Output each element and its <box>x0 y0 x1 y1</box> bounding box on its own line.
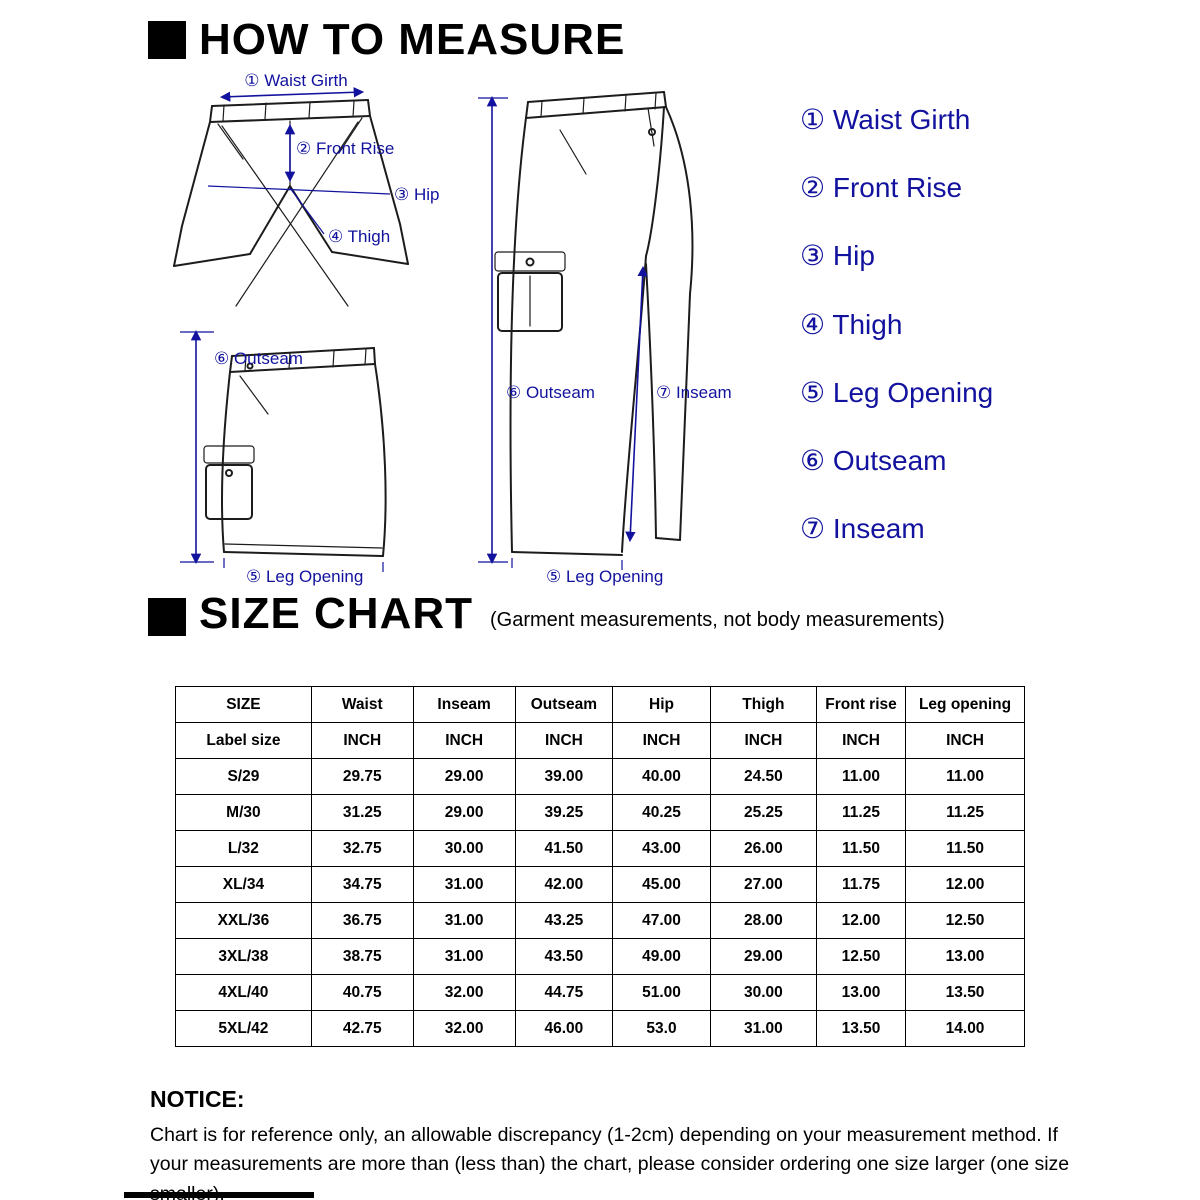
size-table-head <box>176 687 1025 759</box>
measurement-cell: 29.00 <box>710 939 816 975</box>
size-row <box>176 939 1025 975</box>
header-cell: Outseam <box>515 687 613 723</box>
measurement-cell: 49.00 <box>613 939 711 975</box>
pants-outline <box>495 92 692 555</box>
measurement-cell: 38.75 <box>311 939 413 975</box>
shorts-side-outline <box>204 348 386 556</box>
size-row <box>176 795 1025 831</box>
measurement-cell: 12.00 <box>906 867 1025 903</box>
measurement-cell: 12.50 <box>906 903 1025 939</box>
measurement-cell: 29.75 <box>311 759 413 795</box>
measurement-cell: 34.75 <box>311 867 413 903</box>
measurement-cell: 11.00 <box>906 759 1025 795</box>
header-cell: INCH <box>413 723 515 759</box>
bottom-bar <box>124 1192 314 1198</box>
size-chart-header <box>148 589 945 638</box>
measurement-cell: 11.00 <box>816 759 905 795</box>
header-cell: INCH <box>906 723 1025 759</box>
measurement-cell: 25.25 <box>710 795 816 831</box>
measurement-cell: 11.50 <box>906 831 1025 867</box>
size-label-cell: M/30 <box>176 795 312 831</box>
header-cell: SIZE <box>176 687 312 723</box>
header-cell: Label size <box>176 723 312 759</box>
measurement-cell: 43.25 <box>515 903 613 939</box>
size-label-cell: L/32 <box>176 831 312 867</box>
hip-label: ③ Hip <box>394 185 440 204</box>
measurement-cell: 31.25 <box>311 795 413 831</box>
measurement-cell: 28.00 <box>710 903 816 939</box>
size-table <box>175 686 1025 1047</box>
notice-title: NOTICE: <box>150 1086 245 1112</box>
measurement-cell: 11.75 <box>816 867 905 903</box>
size-table-body <box>176 759 1025 1047</box>
size-row <box>176 831 1025 867</box>
header-cell: INCH <box>710 723 816 759</box>
size-row <box>176 867 1025 903</box>
size-row <box>176 1011 1025 1047</box>
measurement-cell: 40.25 <box>613 795 711 831</box>
size-chart-subtitle: (Garment measurements, not body measurements) <box>490 609 945 631</box>
measurement-cell: 11.25 <box>816 795 905 831</box>
thigh-label: ④ Thigh <box>328 227 391 246</box>
size-chart-title: SIZE CHART <box>199 589 473 638</box>
pants-annotations <box>478 98 732 586</box>
size-label-cell: 5XL/42 <box>176 1011 312 1047</box>
measurement-cell: 11.25 <box>906 795 1025 831</box>
measurement-cell: 39.00 <box>515 759 613 795</box>
outseam-pants-label: ⑥ Outseam <box>506 383 595 402</box>
size-row <box>176 903 1025 939</box>
measurement-cell: 32.75 <box>311 831 413 867</box>
title-square-icon <box>148 598 186 636</box>
size-label-cell: XXL/36 <box>176 903 312 939</box>
outseam-shorts-label: ⑥ Outseam <box>214 349 303 368</box>
header-cell: INCH <box>613 723 711 759</box>
measurement-cell: 51.00 <box>613 975 711 1011</box>
table-header-row <box>176 687 1025 723</box>
header-cell: Thigh <box>710 687 816 723</box>
measure-legend <box>800 104 993 545</box>
how-to-measure-header <box>148 15 626 64</box>
header-cell: Waist <box>311 687 413 723</box>
measurement-cell: 40.00 <box>613 759 711 795</box>
measurement-cell: 29.00 <box>413 795 515 831</box>
measurement-cell: 29.00 <box>413 759 515 795</box>
measurement-cell: 27.00 <box>710 867 816 903</box>
measurement-cell: 13.50 <box>816 1011 905 1047</box>
legend-item: ⑦ Inseam <box>800 513 925 545</box>
leg-opening-pants-label: ⑤ Leg Opening <box>546 567 664 586</box>
measurement-cell: 53.0 <box>613 1011 711 1047</box>
size-label-cell: 4XL/40 <box>176 975 312 1011</box>
size-label-cell: 3XL/38 <box>176 939 312 975</box>
measurement-cell: 39.25 <box>515 795 613 831</box>
legend-item: ③ Hip <box>800 240 875 272</box>
notice-text: Chart is for reference only, an allowable discrepancy (1-2cm) depending on your measurement method. If your measurements are more than (less than) the chart, please consider ordering one size larger (one size <box>150 1124 1070 1176</box>
measurement-cell: 12.00 <box>816 903 905 939</box>
measurement-cell: 11.50 <box>816 831 905 867</box>
legend-item: ④ Thigh <box>800 308 903 340</box>
header-cell: Front rise <box>816 687 905 723</box>
measurement-cell: 46.00 <box>515 1011 613 1047</box>
measurement-cell: 43.50 <box>515 939 613 975</box>
measurement-cell: 12.50 <box>816 939 905 975</box>
measurement-cell: 42.00 <box>515 867 613 903</box>
size-label-cell: XL/34 <box>176 867 312 903</box>
inseam-label: ⑦ Inseam <box>656 383 732 402</box>
measurement-cell: 45.00 <box>613 867 711 903</box>
header-cell: Inseam <box>413 687 515 723</box>
header-cell: INCH <box>816 723 905 759</box>
header-cell: INCH <box>515 723 613 759</box>
notice-section <box>150 1086 1080 1200</box>
measurement-cell: 36.75 <box>311 903 413 939</box>
measurement-cell: 40.75 <box>311 975 413 1011</box>
waist-girth-label: ① Waist Girth <box>244 71 348 90</box>
measurement-cell: 43.00 <box>613 831 711 867</box>
title-square-icon <box>148 21 186 59</box>
front-rise-label: ② Front Rise <box>296 139 395 158</box>
size-row <box>176 759 1025 795</box>
leg-opening-shorts-label: ⑤ Leg Opening <box>246 567 364 586</box>
measurement-cell: 47.00 <box>613 903 711 939</box>
measurement-cell: 31.00 <box>413 867 515 903</box>
measurement-cell: 24.50 <box>710 759 816 795</box>
measurement-cell: 13.00 <box>906 939 1025 975</box>
measurement-cell: 31.00 <box>710 1011 816 1047</box>
measurement-cell: 26.00 <box>710 831 816 867</box>
measurement-cell: 14.00 <box>906 1011 1025 1047</box>
measurement-cell: 13.00 <box>816 975 905 1011</box>
measurement-cell: 30.00 <box>710 975 816 1011</box>
header-cell: INCH <box>311 723 413 759</box>
size-table-container <box>175 686 1025 1047</box>
legend-item: ① Waist Girth <box>800 104 971 135</box>
header-cell: Hip <box>613 687 711 723</box>
legend-item: ⑤ Leg Opening <box>800 376 994 408</box>
pants-side-diagram <box>450 74 755 594</box>
measurement-cell: 31.00 <box>413 939 515 975</box>
measurement-cell: 13.50 <box>906 975 1025 1011</box>
measurement-cell: 32.00 <box>413 975 515 1011</box>
measurement-cell: 44.75 <box>515 975 613 1011</box>
measurement-cell: 42.75 <box>311 1011 413 1047</box>
front-view-diagram <box>158 66 458 314</box>
measurement-cell: 41.50 <box>515 831 613 867</box>
shorts-front-outline <box>174 100 408 306</box>
table-units-row <box>176 723 1025 759</box>
legend-item: ⑥ Outseam <box>800 444 947 476</box>
measurement-cell: 30.00 <box>413 831 515 867</box>
shorts-side-diagram <box>166 314 431 592</box>
header-cell: Leg opening <box>906 687 1025 723</box>
size-label-cell: S/29 <box>176 759 312 795</box>
size-row <box>176 975 1025 1011</box>
how-to-measure-title: HOW TO MEASURE <box>199 15 626 64</box>
legend-item: ② Front Rise <box>800 172 963 204</box>
measurement-cell: 32.00 <box>413 1011 515 1047</box>
measurement-cell: 31.00 <box>413 903 515 939</box>
